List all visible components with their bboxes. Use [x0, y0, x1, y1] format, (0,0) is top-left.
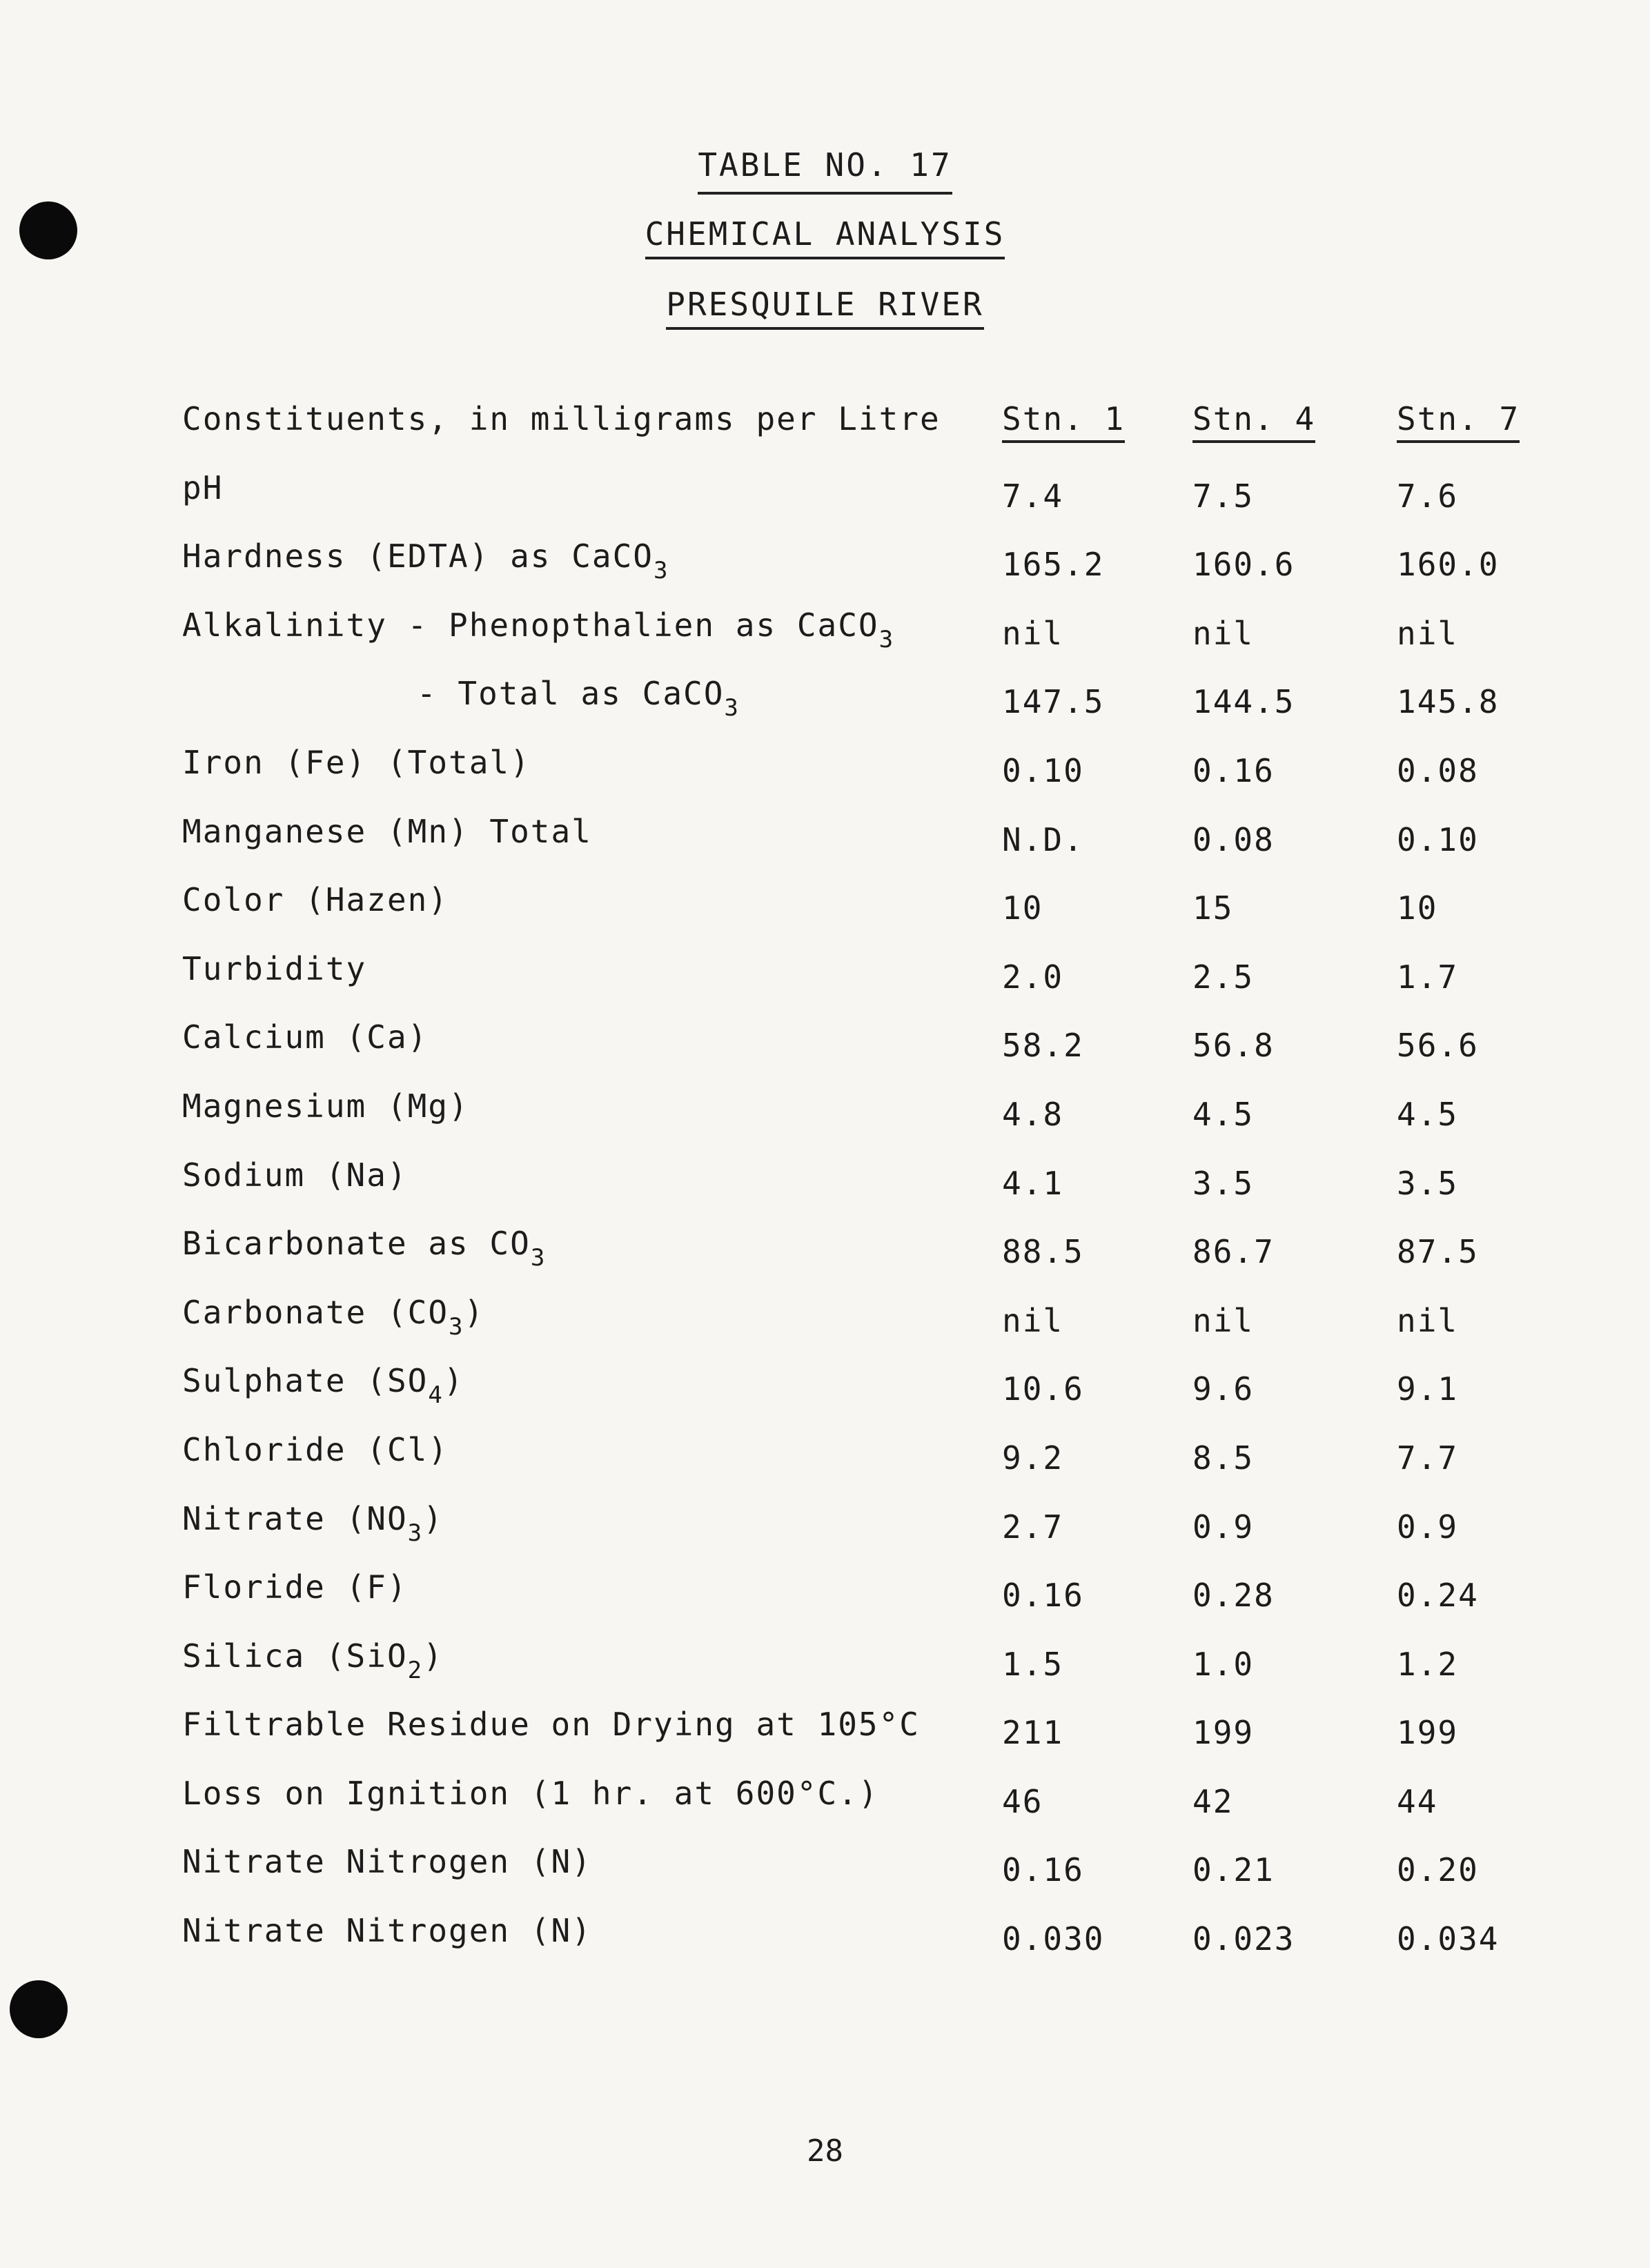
table-body — [0, 469, 1650, 1981]
table-row — [0, 1568, 1650, 1637]
constituent-label — [182, 813, 592, 850]
value-stn-4: 15 — [1192, 889, 1234, 927]
constituent-label — [182, 607, 894, 653]
constituent-name: - Total as CaCO — [417, 675, 725, 713]
table-row — [0, 813, 1650, 882]
table-row — [0, 1637, 1650, 1706]
formula-subscript: 3 — [530, 1244, 547, 1272]
constituent-label — [182, 675, 740, 722]
value-stn-1: 2.0 — [1002, 958, 1064, 996]
constituent-name: Nitrate Nitrogen (N) — [182, 1912, 592, 1950]
formula-subscript: 3 — [653, 557, 669, 585]
constituent-label — [182, 1362, 464, 1409]
constituent-name: Hardness (EDTA) as CaCO — [182, 538, 654, 575]
header-column-stn-4: Stn. 4 — [1192, 400, 1315, 443]
value-stn-7: 0.24 — [1397, 1577, 1479, 1615]
constituent-name: Alkalinity - Phenopthalien as CaCO — [182, 606, 879, 644]
constituent-name: Chloride (Cl) — [182, 1430, 449, 1468]
constituent-label — [182, 1018, 428, 1056]
table-row — [0, 1775, 1650, 1844]
constituent-name: pH — [182, 469, 224, 506]
value-stn-4: 0.28 — [1192, 1577, 1275, 1615]
value-stn-7: 0.08 — [1397, 751, 1479, 789]
value-stn-1: 46 — [1002, 1782, 1043, 1820]
value-stn-1: 10 — [1002, 889, 1043, 927]
constituent-label — [182, 1775, 879, 1812]
value-stn-4: 7.5 — [1192, 477, 1255, 515]
table-row — [0, 1225, 1650, 1294]
table-row — [0, 1087, 1650, 1156]
constituent-name: Sodium (Na) — [182, 1156, 408, 1194]
formula-subscript: 3 — [724, 694, 740, 722]
constituent-name-suffix: ) — [423, 1637, 444, 1675]
value-stn-1: 10.6 — [1002, 1370, 1084, 1408]
constituent-name: Magnesium (Mg) — [182, 1087, 469, 1125]
header-column-stn-7: Stn. 7 — [1397, 400, 1520, 443]
value-stn-1: 0.16 — [1002, 1577, 1084, 1615]
constituent-label — [182, 1087, 469, 1125]
document-subtitle-text: PRESQUILE RIVER — [666, 286, 983, 330]
value-stn-1: 7.4 — [1002, 477, 1064, 515]
value-stn-4: 8.5 — [1192, 1439, 1255, 1477]
table-row — [0, 1294, 1650, 1363]
value-stn-4: nil — [1192, 1301, 1255, 1339]
constituent-name: Calcium (Ca) — [182, 1018, 429, 1056]
value-stn-4: 199 — [1192, 1714, 1255, 1752]
constituent-label — [182, 1637, 444, 1684]
constituent-label — [182, 1225, 546, 1272]
value-stn-1: 2.7 — [1002, 1508, 1064, 1546]
value-stn-4: nil — [1192, 614, 1255, 652]
page-number: 28 — [807, 2133, 843, 2169]
value-stn-4: 0.023 — [1192, 1920, 1295, 1958]
constituent-label — [182, 1500, 444, 1547]
header-constituents-label: Constituents, in milligrams per Litre — [182, 400, 941, 437]
table-number-label: TABLE NO. — [698, 146, 889, 184]
value-stn-1: 4.8 — [1002, 1095, 1064, 1133]
constituent-label — [182, 469, 223, 506]
value-stn-7: 10 — [1397, 889, 1438, 927]
table-row — [0, 1018, 1650, 1087]
constituent-name: Iron (Fe) (Total) — [182, 743, 531, 781]
value-stn-1: 147.5 — [1002, 683, 1105, 721]
value-stn-7: 56.6 — [1397, 1027, 1479, 1065]
table-row — [0, 469, 1650, 538]
value-stn-1: nil — [1002, 1301, 1064, 1339]
constituent-name: Nitrate Nitrogen (N) — [182, 1843, 592, 1881]
table-row — [0, 950, 1650, 1019]
value-stn-7: 160.0 — [1397, 546, 1500, 584]
constituent-name: Color (Hazen) — [182, 881, 449, 919]
value-stn-4: 9.6 — [1192, 1370, 1255, 1408]
value-stn-4: 2.5 — [1192, 958, 1255, 996]
value-stn-7: 44 — [1397, 1782, 1438, 1820]
constituent-name-suffix: ) — [464, 1293, 485, 1331]
value-stn-7: 0.10 — [1397, 820, 1479, 858]
value-stn-7: 9.1 — [1397, 1370, 1459, 1408]
value-stn-4: 0.9 — [1192, 1508, 1255, 1546]
value-stn-1: 88.5 — [1002, 1233, 1084, 1271]
value-stn-1: nil — [1002, 614, 1064, 652]
value-stn-4: 56.8 — [1192, 1027, 1275, 1065]
constituent-name: Turbidity — [182, 949, 367, 987]
value-stn-7: 0.9 — [1397, 1508, 1459, 1546]
value-stn-1: 0.16 — [1002, 1851, 1084, 1889]
value-stn-4: 42 — [1192, 1782, 1234, 1820]
formula-subscript: 3 — [449, 1312, 464, 1341]
constituent-name: Loss on Ignition (1 hr. at 600°C.) — [182, 1774, 879, 1812]
value-stn-1: N.D. — [1002, 820, 1084, 858]
table-row — [0, 1912, 1650, 1981]
constituent-label — [182, 1431, 449, 1468]
table-row — [0, 881, 1650, 950]
document-title-text: CHEMICAL ANALYSIS — [645, 215, 1005, 259]
constituent-name: Manganese (Mn) Total — [182, 812, 592, 850]
value-stn-7: 1.7 — [1397, 958, 1459, 996]
formula-subscript: 2 — [407, 1656, 424, 1684]
value-stn-4: 0.08 — [1192, 820, 1275, 858]
formula-subscript: 3 — [407, 1519, 424, 1547]
table-row — [0, 1843, 1650, 1912]
constituent-name: Carbonate (CO — [182, 1293, 449, 1331]
table-number-heading — [0, 146, 1650, 195]
table-row — [0, 1706, 1650, 1775]
value-stn-7: 3.5 — [1397, 1164, 1459, 1202]
constituent-label — [182, 950, 366, 987]
constituent-label — [182, 1843, 592, 1880]
table-row — [0, 1500, 1650, 1569]
value-stn-4: 1.0 — [1192, 1645, 1255, 1683]
analysis-table — [0, 400, 1650, 1981]
value-stn-7: 87.5 — [1397, 1233, 1479, 1271]
constituent-name: Floride (F) — [182, 1568, 408, 1606]
value-stn-1: 211 — [1002, 1714, 1064, 1752]
value-stn-7: 0.20 — [1397, 1851, 1479, 1889]
value-stn-7: nil — [1397, 1301, 1459, 1339]
constituent-label — [182, 1706, 920, 1743]
value-stn-4: 0.21 — [1192, 1851, 1275, 1889]
value-stn-1: 0.10 — [1002, 751, 1084, 789]
table-row — [0, 538, 1650, 607]
value-stn-1: 4.1 — [1002, 1164, 1064, 1202]
constituent-name: Filtrable Residue on Drying at 105°C — [182, 1706, 920, 1744]
table-row — [0, 1362, 1650, 1431]
value-stn-1: 9.2 — [1002, 1439, 1064, 1477]
table-row — [0, 1156, 1650, 1225]
table-number-value: 17 — [910, 146, 952, 184]
value-stn-4: 4.5 — [1192, 1095, 1255, 1133]
value-stn-4: 144.5 — [1192, 683, 1295, 721]
constituent-label — [182, 538, 669, 584]
table-row — [0, 607, 1650, 676]
constituent-name: Sulphate (SO — [182, 1362, 429, 1400]
formula-subscript: 4 — [428, 1381, 444, 1410]
table-row — [0, 744, 1650, 813]
document-title — [0, 215, 1650, 259]
value-stn-7: 145.8 — [1397, 683, 1500, 721]
document-subtitle — [0, 286, 1650, 330]
constituent-label — [182, 744, 531, 781]
value-stn-4: 86.7 — [1192, 1233, 1275, 1271]
value-stn-1: 58.2 — [1002, 1027, 1084, 1065]
constituent-name: Silica (SiO — [182, 1637, 408, 1675]
constituent-name: Nitrate (NO — [182, 1499, 408, 1537]
value-stn-1: 0.030 — [1002, 1920, 1105, 1958]
value-stn-7: 199 — [1397, 1714, 1459, 1752]
value-stn-7: 4.5 — [1397, 1095, 1459, 1133]
value-stn-7: 1.2 — [1397, 1645, 1459, 1683]
value-stn-1: 1.5 — [1002, 1645, 1064, 1683]
formula-subscript: 3 — [878, 625, 895, 653]
constituent-label — [182, 1294, 484, 1341]
value-stn-7: 7.7 — [1397, 1439, 1459, 1477]
table-header-row — [0, 400, 1650, 469]
table-row — [0, 1431, 1650, 1500]
constituent-name-suffix: ) — [443, 1362, 464, 1400]
value-stn-7: 7.6 — [1397, 477, 1459, 515]
header-column-stn-1: Stn. 1 — [1002, 400, 1125, 443]
constituent-label — [182, 1156, 408, 1194]
constituent-name-suffix: ) — [423, 1499, 444, 1537]
constituent-label — [182, 1568, 408, 1606]
constituent-name: Bicarbonate as CO — [182, 1225, 531, 1263]
table-row — [0, 675, 1650, 744]
value-stn-4: 0.16 — [1192, 751, 1275, 789]
value-stn-7: nil — [1397, 614, 1459, 652]
value-stn-4: 3.5 — [1192, 1164, 1255, 1202]
constituent-label — [182, 1912, 592, 1949]
value-stn-1: 165.2 — [1002, 546, 1105, 584]
punch-hole-bottom — [10, 1980, 68, 2038]
constituent-label — [182, 881, 449, 918]
value-stn-4: 160.6 — [1192, 546, 1295, 584]
value-stn-7: 0.034 — [1397, 1920, 1500, 1958]
